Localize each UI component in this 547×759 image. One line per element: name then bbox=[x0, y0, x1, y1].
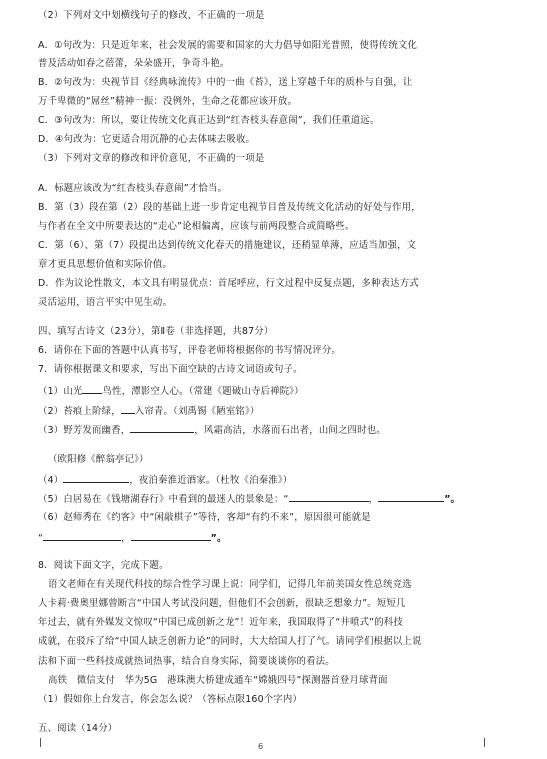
q3-intro: （3）下列对文章的修改和评价意见，不正确的一项是 bbox=[38, 153, 265, 164]
poem-line-4 bbox=[38, 473, 292, 487]
q2-option-b-line1: B．②句改为：央视节目《经典咏流传》中的一曲《苔》，送上穿越千年的质朴与自强，让 bbox=[38, 77, 413, 88]
poem-line-6: （6）赵师秀在《约客》中“闲敲棋子”等待，客却“有约不来”，原因很可能就是 bbox=[38, 512, 371, 523]
q3-option-b-line1: B．第（3）段在第（2）段的基础上进一步肯定电视节目普及传统文化活动的好处与作用， bbox=[38, 202, 421, 213]
q3-option-a: A．标题应该改为“红杏枝头春意闹”才恰当。 bbox=[38, 183, 228, 194]
blank-3[interactable] bbox=[130, 423, 194, 433]
q3-option-d-line1: D．作为议论性散文，本文具有明显优点：首尾呼应，行文过程中反复点题，多种表达方式 bbox=[38, 278, 419, 289]
blank-6b[interactable] bbox=[131, 531, 211, 541]
poem-5-start: （5）白居易在《钱塘湖春行》中看到的最迷人的景象是：“ bbox=[38, 494, 289, 505]
poem-6-end: ”。 bbox=[210, 533, 227, 544]
poem-3-source: （欧阳修《醉翁亭记》） bbox=[48, 454, 149, 465]
reading-line-5: 法和下面一些科技成就热词热事，结合自身实际，简要谈谈你的看法。 bbox=[38, 656, 335, 667]
q3-option-c-line1: C．第（6）、第（7）段提出达到传统文化春天的措施建议，还稍显单薄，应适当加强，文 bbox=[38, 240, 417, 251]
section-4-heading: 四、填写古诗文（23分），第Ⅱ卷（非选择题，共87分） bbox=[38, 326, 274, 337]
poem-6-open-quote: “ bbox=[38, 533, 44, 544]
reading-line-1: 语文老师在有关现代科技的综合性学习课上说：同学们，记得几年前美国女性总统竞选 bbox=[48, 579, 412, 590]
poem-6-comma: ， bbox=[121, 533, 131, 544]
question-8-1: （1）假如你上台发言，你会怎么说？（答标点限160个字内） bbox=[38, 694, 303, 705]
blank-4[interactable] bbox=[63, 473, 129, 483]
q2-option-d: D．④句改为：它更适合用沉静的心去体味去吸收。 bbox=[38, 134, 256, 145]
poem-line-3 bbox=[38, 423, 386, 437]
crop-mark-left bbox=[40, 738, 41, 747]
q2-option-b-line2: 万千卑微的“屌丝”精神一振：没例外，生命之花都应该开放。 bbox=[38, 96, 298, 107]
question-8: 8．阅读下面文字，完成下题。 bbox=[38, 560, 169, 571]
page-number: 6 bbox=[258, 742, 264, 751]
blank-5a[interactable] bbox=[289, 492, 369, 502]
q2-option-c: C．③句改为：所以，要让传统文化真正达到“红杏枝头春意闹”，我们任重道远。 bbox=[38, 115, 380, 126]
section-5-heading: 五、阅读（14分） bbox=[38, 723, 118, 734]
question-7: 7．请你根据课文和要求，写出下面空缺的古诗文词语或句子。 bbox=[38, 364, 303, 375]
poem-4-end: ，夜泊秦淮近酒家。（杜牧《泊秦淮》） bbox=[129, 475, 293, 486]
question-6: 6．请你在下面的答题中认真书写，评卷老师将根据你的书写情况评分。 bbox=[38, 345, 341, 356]
poem-1-end: 鸟性，潭影空人心。（常建《题破山寺后禅院》） bbox=[102, 386, 304, 397]
poem-1-start: （1）山光 bbox=[38, 386, 83, 397]
q2-option-a-line2: 普及活动如春之蓓蕾，朵朵盛开，争奇斗艳。 bbox=[38, 58, 230, 69]
poem-line-6-answer bbox=[38, 531, 227, 545]
q3-option-b-line2: 与作者在全文中所要表达的“走心”论相偏离，应该与前两段整合或简略些。 bbox=[38, 221, 355, 232]
poem-3-start: （3）野芳发而幽香， bbox=[38, 425, 131, 436]
poem-5-comma: ， bbox=[368, 494, 379, 505]
q3-option-c-line2: 章才更具思想价值和实际价值。 bbox=[38, 259, 173, 270]
blank-1[interactable] bbox=[82, 384, 102, 394]
reading-line-3: 年过去，就有外媒发文惊叹“中国已成创新之龙”！近年来，我国取得了“井喷式”的科技 bbox=[38, 617, 403, 628]
poem-line-5 bbox=[38, 492, 460, 506]
q2-intro: （2）下列对文中划横线句子的修改，不正确的一项是 bbox=[38, 10, 265, 21]
reading-line-4: 成就，在驳斥了给“中国人缺乏创新力论”的同时，大大给国人打了气。请同学们根据以上说 bbox=[38, 636, 422, 647]
poem-5-end: ”。 bbox=[444, 494, 461, 505]
hot-words-line: 高铁 微信支付 华为5G 港珠澳大桥建成通车“嫦娥四号”探测器首登月球背面 bbox=[48, 675, 388, 686]
poem-line-1 bbox=[38, 384, 304, 398]
poem-3-end: ，风霜高洁，水落而石出者，山间之四时也。 bbox=[194, 425, 386, 436]
reading-line-2: 人卡莉·费奥里娜曾断言“中国人考试没问题，但他们不会创新，很缺乏想象力”。短短几 bbox=[38, 598, 406, 609]
blank-5b[interactable] bbox=[378, 492, 444, 502]
poem-2-start: （2）苔痕上阶绿， bbox=[38, 406, 121, 417]
q2-option-a-line1: A．①句改为：只是近年来，社会发展的需要和国家的大力倡导如阳光普照，使得传统文化 bbox=[38, 40, 418, 51]
crop-mark-right bbox=[484, 738, 485, 747]
poem-2-end: 入帘青。（刘禹锡《陋室铭》） bbox=[134, 406, 260, 417]
poem-line-2 bbox=[38, 404, 259, 418]
q3-option-d-line2: 灵活运用，语言平实中见生动。 bbox=[38, 297, 173, 308]
poem-4-start: （4） bbox=[38, 475, 64, 486]
blank-2[interactable] bbox=[121, 404, 135, 414]
blank-6a[interactable] bbox=[43, 531, 121, 541]
